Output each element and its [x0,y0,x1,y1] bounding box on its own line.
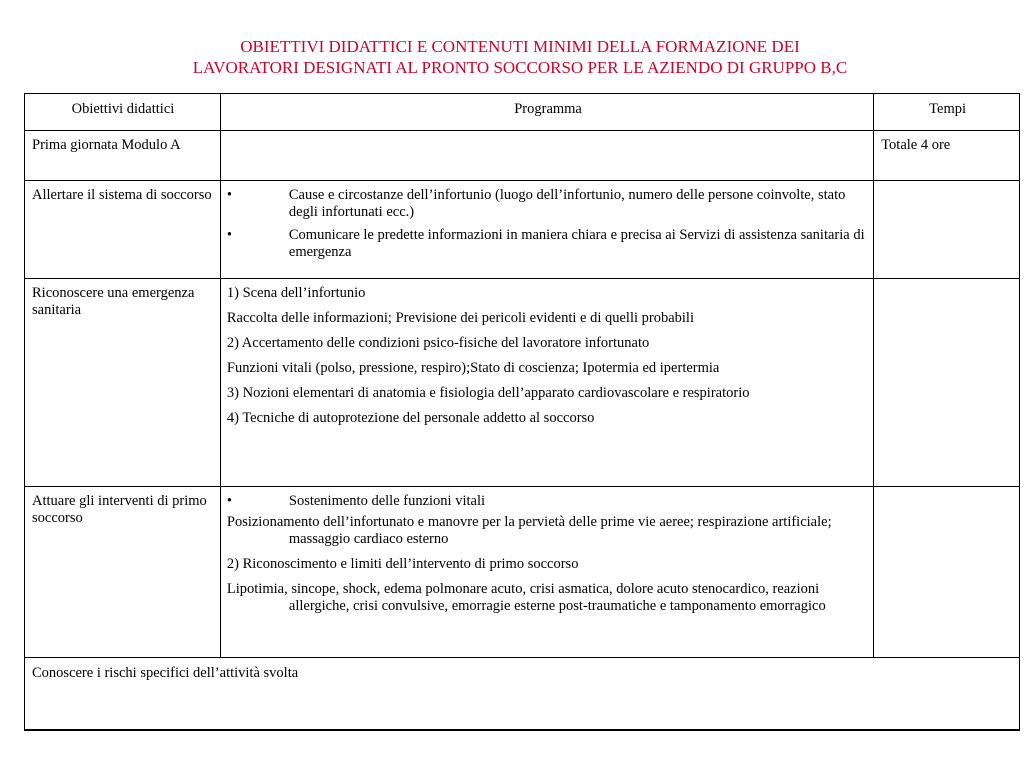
module-program-empty [220,130,873,180]
bullet-icon: • [226,226,232,243]
program-table-frame [24,93,1020,731]
program-cell [220,180,873,278]
module-label: Prima giornata Modulo A [25,130,220,180]
program-line: Funzioni vitali (polso, pressione, respiro);Stato di coscienza; Ipotermia ed ipertermia [226,359,720,376]
list-item [227,187,869,221]
program-line: Raccolta delle informazioni; Previsione dei pericoli evidenti e di quelli probabili [226,309,694,326]
program-line: 3) Nozioni elementari di anatomia e fisiologia dell’apparato cardiovascolare e respiratorio [226,384,750,401]
objective-cell: Attuare gli interventi di primo soccorso [25,486,220,657]
time-cell [874,486,1020,657]
program-line: 2) Riconoscimento e limiti dell’intervento di primo soccorso [226,555,579,572]
time-cell [874,180,1020,278]
title-line-2: LAVORATORI DESIGNATI AL PRONTO SOCCORSO PER LE AZIENDO DI GRUPPO B,C [192,58,848,77]
document-title [0,36,1024,78]
table-row [25,278,1020,486]
bullet-icon: • [226,186,232,203]
header-times: Tempi [874,94,1020,130]
program-table [25,94,1020,658]
footer-objective: Conoscere i rischi specifici dell’attività svolta [32,665,299,681]
program-line: Lipotimia, sincope, shock, edema polmonare acuto, crisi asmatica, dolore acuto stenocardico, reazioni allergiche, crisi convulsive, emorragie esterne post-traumatiche e tamponamento emorragico [226,580,826,614]
program-line: 4) Tecniche di autoprotezione del personale addetto al soccorso [226,409,595,426]
objective-cell: Riconoscere una emergenza sanitaria [25,278,220,486]
header-objectives: Obiettivi didattici [25,94,220,130]
bullet-text: Sostenimento delle funzioni vitali [288,492,486,509]
module-time: Totale 4 ore [874,130,1020,180]
list-item [227,227,869,261]
time-cell [874,278,1020,486]
list-item [227,493,869,510]
table-row [25,130,1020,180]
program-cell [220,278,873,486]
program-line: 2) Accertamento delle condizioni psico-fisiche del lavoratore infortunato [226,334,650,351]
bullet-text: Cause e circostanze dell’infortunio (luogo dell’infortunio, numero delle persone coinvolte, stato degli infortunati ecc.) [288,186,846,220]
bullet-icon: • [226,492,232,509]
table-row [25,180,1020,278]
program-line: 1) Scena dell’infortunio [226,284,366,301]
objective-cell: Allertare il sistema di soccorso [25,180,220,278]
bullet-text: Comunicare le predette informazioni in maniera chiara e precisa ai Servizi di assistenza sanitaria di emergenza [288,226,865,260]
table-row [25,486,1020,657]
header-program: Programma [220,94,873,130]
program-cell [220,486,873,657]
table-header-row [25,94,1020,130]
title-line-1: OBIETTIVI DIDATTICI E CONTENUTI MINIMI DELLA FORMAZIONE DEI [240,37,800,56]
program-line: Posizionamento dell’infortunato e manovre per la pervietà delle prime vie aeree; respirazione artificiale; massaggio cardiaco esterno [226,513,832,547]
